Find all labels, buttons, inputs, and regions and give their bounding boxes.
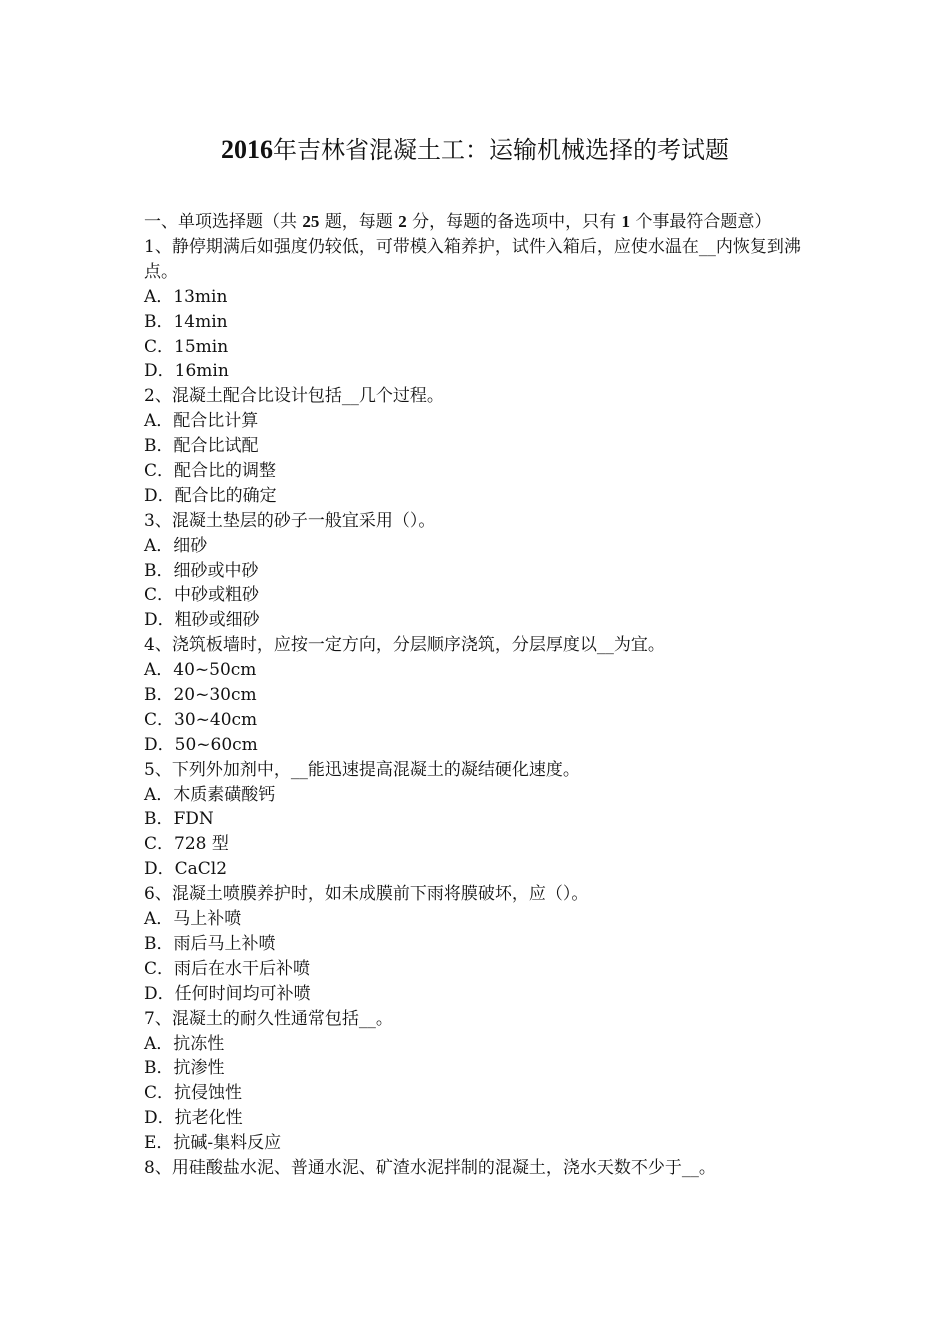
question-option: B．抗渗性 xyxy=(144,1058,225,1079)
section-count: 25 xyxy=(302,212,320,231)
question-option: C．雨后在水干后补喷 xyxy=(144,958,311,979)
section-suffix: 个事最符合题意） xyxy=(635,212,772,232)
question-option: B．配合比试配 xyxy=(144,436,259,457)
question-option: D．粗砂或细砂 xyxy=(144,610,260,631)
question-option: A．40~50cm xyxy=(144,660,257,681)
question-option: D．抗老化性 xyxy=(144,1108,243,1129)
section-heading xyxy=(144,210,810,235)
question-option: B．雨后马上补喷 xyxy=(144,933,276,954)
question-stem: 6、混凝土喷膜养护时，如未成膜前下雨将膜破坏，应（）。 xyxy=(144,884,589,905)
question-stem: 3、混凝土垫层的砂子一般宜采用（）。 xyxy=(144,510,436,531)
question-option: D．16min xyxy=(144,361,229,382)
question-option: B．20~30cm xyxy=(144,685,257,706)
section-prefix: 一、单项选择题（共 xyxy=(144,212,297,232)
question-option: C．中砂或粗砂 xyxy=(144,585,260,606)
question-option: C．728 型 xyxy=(144,834,229,855)
question-stem: 5、下列外加剂中，__能迅速提高混凝土的凝结硬化速度。 xyxy=(144,759,580,780)
document-body xyxy=(144,210,810,1181)
question-option: C．15min xyxy=(144,336,229,357)
question-stem: 4、浇筑板墙时，应按一定方向，分层顺序浇筑，分层厚度以__为宜。 xyxy=(144,635,665,656)
section-score: 2 xyxy=(398,212,407,231)
document-title xyxy=(0,132,950,168)
question-option: D．配合比的确定 xyxy=(144,485,277,506)
question-stem: 2、混凝土配合比设计包括__几个过程。 xyxy=(144,386,444,407)
question-option: D．CaCl2 xyxy=(144,859,228,880)
section-one: 1 xyxy=(621,212,631,231)
question-option: B．14min xyxy=(144,311,228,332)
question-stem: 7、混凝土的耐久性通常包括__。 xyxy=(144,1008,393,1029)
question-stem: 8、用硅酸盐水泥、普通水泥、矿渣水泥拌制的混凝土，浇水天数不少于__。 xyxy=(144,1157,716,1178)
question-stem: 1、静停期满后如强度仍较低，可带模入箱养护，试件入箱后，应使水温在__内恢复到沸点。 xyxy=(144,236,801,282)
question-option: A．细砂 xyxy=(144,535,208,556)
title-text: 年吉林省混凝土工：运输机械选择的考试题 xyxy=(273,136,729,164)
question-option: C．配合比的调整 xyxy=(144,460,277,481)
question-option: B．细砂或中砂 xyxy=(144,560,259,581)
question-option: A．配合比计算 xyxy=(144,411,259,432)
section-mid1: 题，每题 xyxy=(324,212,393,232)
question-option: D．50~60cm xyxy=(144,734,258,755)
question-option: A．木质素磺酸钙 xyxy=(144,784,276,805)
question-list xyxy=(144,235,810,1181)
question-option: C．抗侵蚀性 xyxy=(144,1083,243,1104)
title-year: 2016 xyxy=(221,135,273,164)
question-option: A．抗冻性 xyxy=(144,1033,225,1054)
question-option: A．马上补喷 xyxy=(144,909,242,930)
question-option: C．30~40cm xyxy=(144,709,258,730)
question-option: D．任何时间均可补喷 xyxy=(144,983,311,1004)
question-option: A．13min xyxy=(144,286,228,307)
section-mid2: 分，每题的备选项中，只有 xyxy=(412,212,617,232)
question-option: E．抗碱-集料反应 xyxy=(144,1133,282,1154)
question-option: B．FDN xyxy=(144,809,214,830)
